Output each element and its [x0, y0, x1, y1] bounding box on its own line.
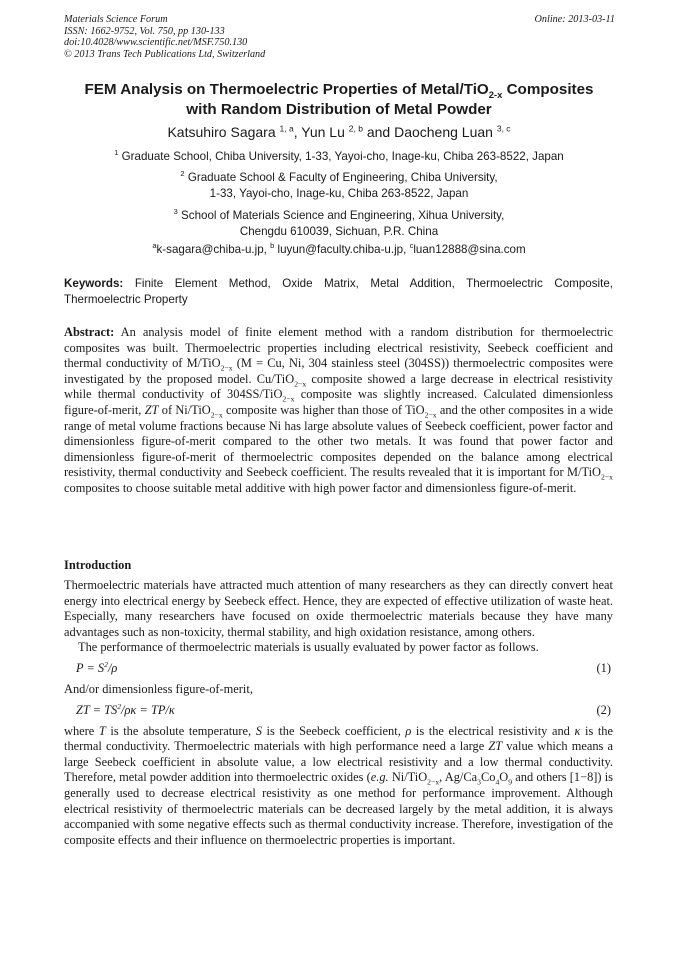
issn: ISSN: 1662-9752, Vol. 750, pp 130-133 [64, 25, 225, 37]
journal-metadata [64, 14, 394, 60]
author-list: Katsuhiro Sagara $^{1, a}$, Yun Lu $^{2, b}$ and Daocheng Luan $^{3, c}$ [167, 123, 511, 140]
equation-number: (2) [596, 702, 611, 717]
affiliation-1: $^1$ Graduate School, Chiba University, 1-33, Yayoi-cho, Inage-ku, Chiba 263-8522, Japan [114, 148, 564, 163]
introduction-body [64, 578, 613, 848]
equation-2: ZT = $TS^2/\rho\kappa = TP/\kappa$ (2) [76, 701, 611, 717]
author-name: Katsuhiro Sagara [167, 124, 276, 140]
paragraph: Thermoelectric materials have attracted much attention of many researchers as they can directly convert heat energy into electrical energy by Seebeck effect. Hence, they are expected of effective utilization of waste heat. Especially, many researchers have focused on oxide thermoelectric materials because they have many advantages such as non-toxicity, thermal stability, and high oxidation resistance, among others. [64, 578, 613, 639]
journal-name: Materials Science Forum [64, 14, 168, 25]
paragraph: where T is the absolute temperature, S is the Seebeck coefficient, ρ is the electrical resistivity and κ is the thermal conductivity. Thermoelectric materials with high performance need a large ZT value which means a large Seebeck coefficient in absolute value, a low electrical resistivity and a low thermal conductivity. Therefore, metal powder addition into thermoelectric oxides (e.g. Ni/TiO$_{2-x}$, $Ag/Ca_3Co_4O_9$ and others [1−8]) is generally used to decrease electrical resistivity as one method for performance improvement. Although electrical resistivity of thermoelectric materials can be decreased largely by the metal addition, it is always accompanied with some negative effects such as thermal conductivity increase. Therefore, investigation of the composite effects and their influence on thermoelectric properties is important. [64, 723, 613, 847]
online-date: Online: 2013-03-11 [534, 14, 615, 25]
section-heading-introduction: Introduction [64, 558, 132, 572]
doi: doi:10.4028/www.scientific.net/MSF.750.130 [64, 37, 248, 49]
affiliation-2: $^2$ Graduate School & Faculty of Engineering, Chiba University, 1-33, Yayoi-cho, Inage-ku, Chiba 263-8522, Japan [180, 169, 498, 200]
copyright: © 2013 Trans Tech Publications Ltd, Switzerland [64, 48, 266, 60]
affiliation-3: $^3$ School of Materials Science and Engineering, Xihua University, Chengdu 610039, Sichuan, P.R. China [173, 207, 505, 238]
abstract: Abstract: An analysis model of finite element method with a random distribution for thermoelectric composites was built. Thermoelectric properties including electrical resistivity, Seebeck coefficient and thermal conductivity of M/TiO$_{2-x}$ (M = Cu, Ni, 304 stainless steel (304SS)) thermoelectric composites were investigated by the proposed model. Cu/TiO$_{2-x}$ composite showed a large decrease in electrical resistivity while thermal conductivity of 304SS/TiO$_{2-x}$ composite was slightly increased. Calculated dimensionless figure-of-merit, ZT of Ni/TiO$_{2-x}$ composite was higher than those of TiO$_{2-x}$ and the other composites in a wide range of metal volume fractions because Ni has large absolute values of Seebeck coefficient, power factor and dimensionless figure-of-merit compared to the other two metals. It was found that power factor and dimensionless figure-of-merit of thermoelectric composites depended on the balance among electrical resistivity, thermal conductivity and Seebeck coefficient. The results revealed that it is important for M/TiO$_{2-x}$ composites to choose suitable metal additive with high power factor and dimensionless figure-of-merit. [64, 325, 613, 495]
email-addresses: $^a$k-sagara@chiba-u.jp, $^b$ luyun@faculty.chiba-u.jp, $^c$luan12888@sina.com [152, 241, 526, 256]
email-link[interactable]: luyun@faculty.chiba-u.jp, [277, 243, 410, 256]
author-name: Yun Lu [301, 124, 345, 140]
paragraph: The performance of thermoelectric materials is usually evaluated by power factor as follows. [78, 640, 539, 655]
email-link[interactable]: k-sagara@chiba-u.jp, [156, 243, 271, 256]
author-name: Daocheng Luan [394, 124, 493, 140]
paper-title: FEM Analysis on Thermoelectric Properties of Metal/TiO$_{2-x}$ Composites with Random Distribution of Metal Powder [84, 81, 594, 118]
keywords: Keywords: Finite Element Method, Oxide Matrix, Metal Addition, Thermoelectric Composite, Thermoelectric Property [64, 277, 613, 306]
email-link[interactable]: luan12888@sina.com [413, 243, 526, 256]
paragraph: And/or dimensionless figure-of-merit, [64, 681, 253, 696]
equation-number: (1) [596, 660, 611, 675]
equation-1: $P = S^2/\rho$ (1) [76, 659, 611, 675]
